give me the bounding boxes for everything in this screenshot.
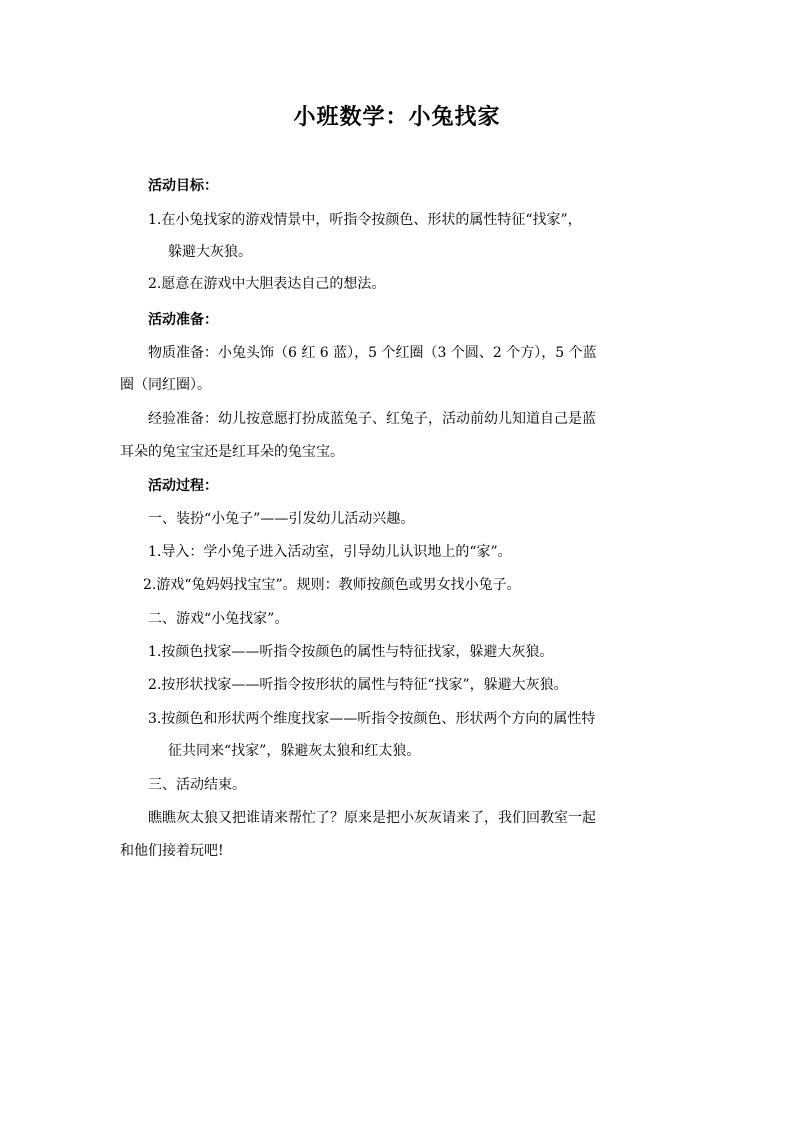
preparation-heading: 活动准备： [148,312,218,328]
ending-line-2: 和他们接着玩吧! [120,843,224,859]
goals-heading: 活动目标： [148,178,218,194]
process-part-1-item-1: 1.导入：学小兔子进入活动室，引导幼儿认识地上的“家”。 [148,544,512,560]
process-part-2-item-3-line-1: 3.按颜色和形状两个维度找家——听指令按颜色、形状两个方向的属性特 [148,711,596,727]
ending-line-1: 瞧瞧灰太狼又把谁请来帮忙了？原来是把小灰灰请来了，我们回教室一起 [148,810,596,826]
process-part-3: 三、活动结束。 [148,777,246,793]
process-part-1-item-2: 2.游戏“兔妈妈找宝宝”。规则：教师按颜色或男女找小兔子。 [143,577,521,593]
material-prep-line-1: 物质准备：小兔头饰（6 红 6 蓝），5 个红圈（3 个圆、2 个方），5 个蓝 [148,345,597,361]
material-prep-line-2: 圈（同红圈）。 [120,377,211,393]
experience-prep-line-1: 经验准备：幼儿按意愿打扮成蓝兔子、红兔子，活动前幼儿知道自己是蓝 [148,411,596,427]
process-part-2-item-2: 2.按形状找家——听指令按形状的属性与特征“找家”，躲避大灰狼。 [148,677,568,693]
process-part-1: 一、装扮“小兔子”——引发幼儿活动兴趣。 [148,511,415,527]
goal-item-1-line-1: 1.在小兔找家的游戏情景中，听指令按颜色、形状的属性特征“找家”， [148,212,582,228]
page-title: 小班数学：小兔找家 [293,104,501,130]
process-part-2: 二、游戏“小兔找家”。 [148,611,289,627]
goal-item-2: 2.愿意在游戏中大胆表达自己的想法。 [148,276,386,292]
process-part-2-item-3-line-2: 征共同来“找家”，躲避灰太狼和红太狼。 [168,743,421,759]
process-part-2-item-1: 1.按颜色找家——听指令按颜色的属性与特征找家，躲避大灰狼。 [148,644,554,660]
goal-item-1-line-2: 躲避大灰狼。 [168,244,252,260]
experience-prep-line-2: 耳朵的兔宝宝还是红耳朵的兔宝宝。 [120,444,344,460]
process-heading: 活动过程： [148,478,218,494]
